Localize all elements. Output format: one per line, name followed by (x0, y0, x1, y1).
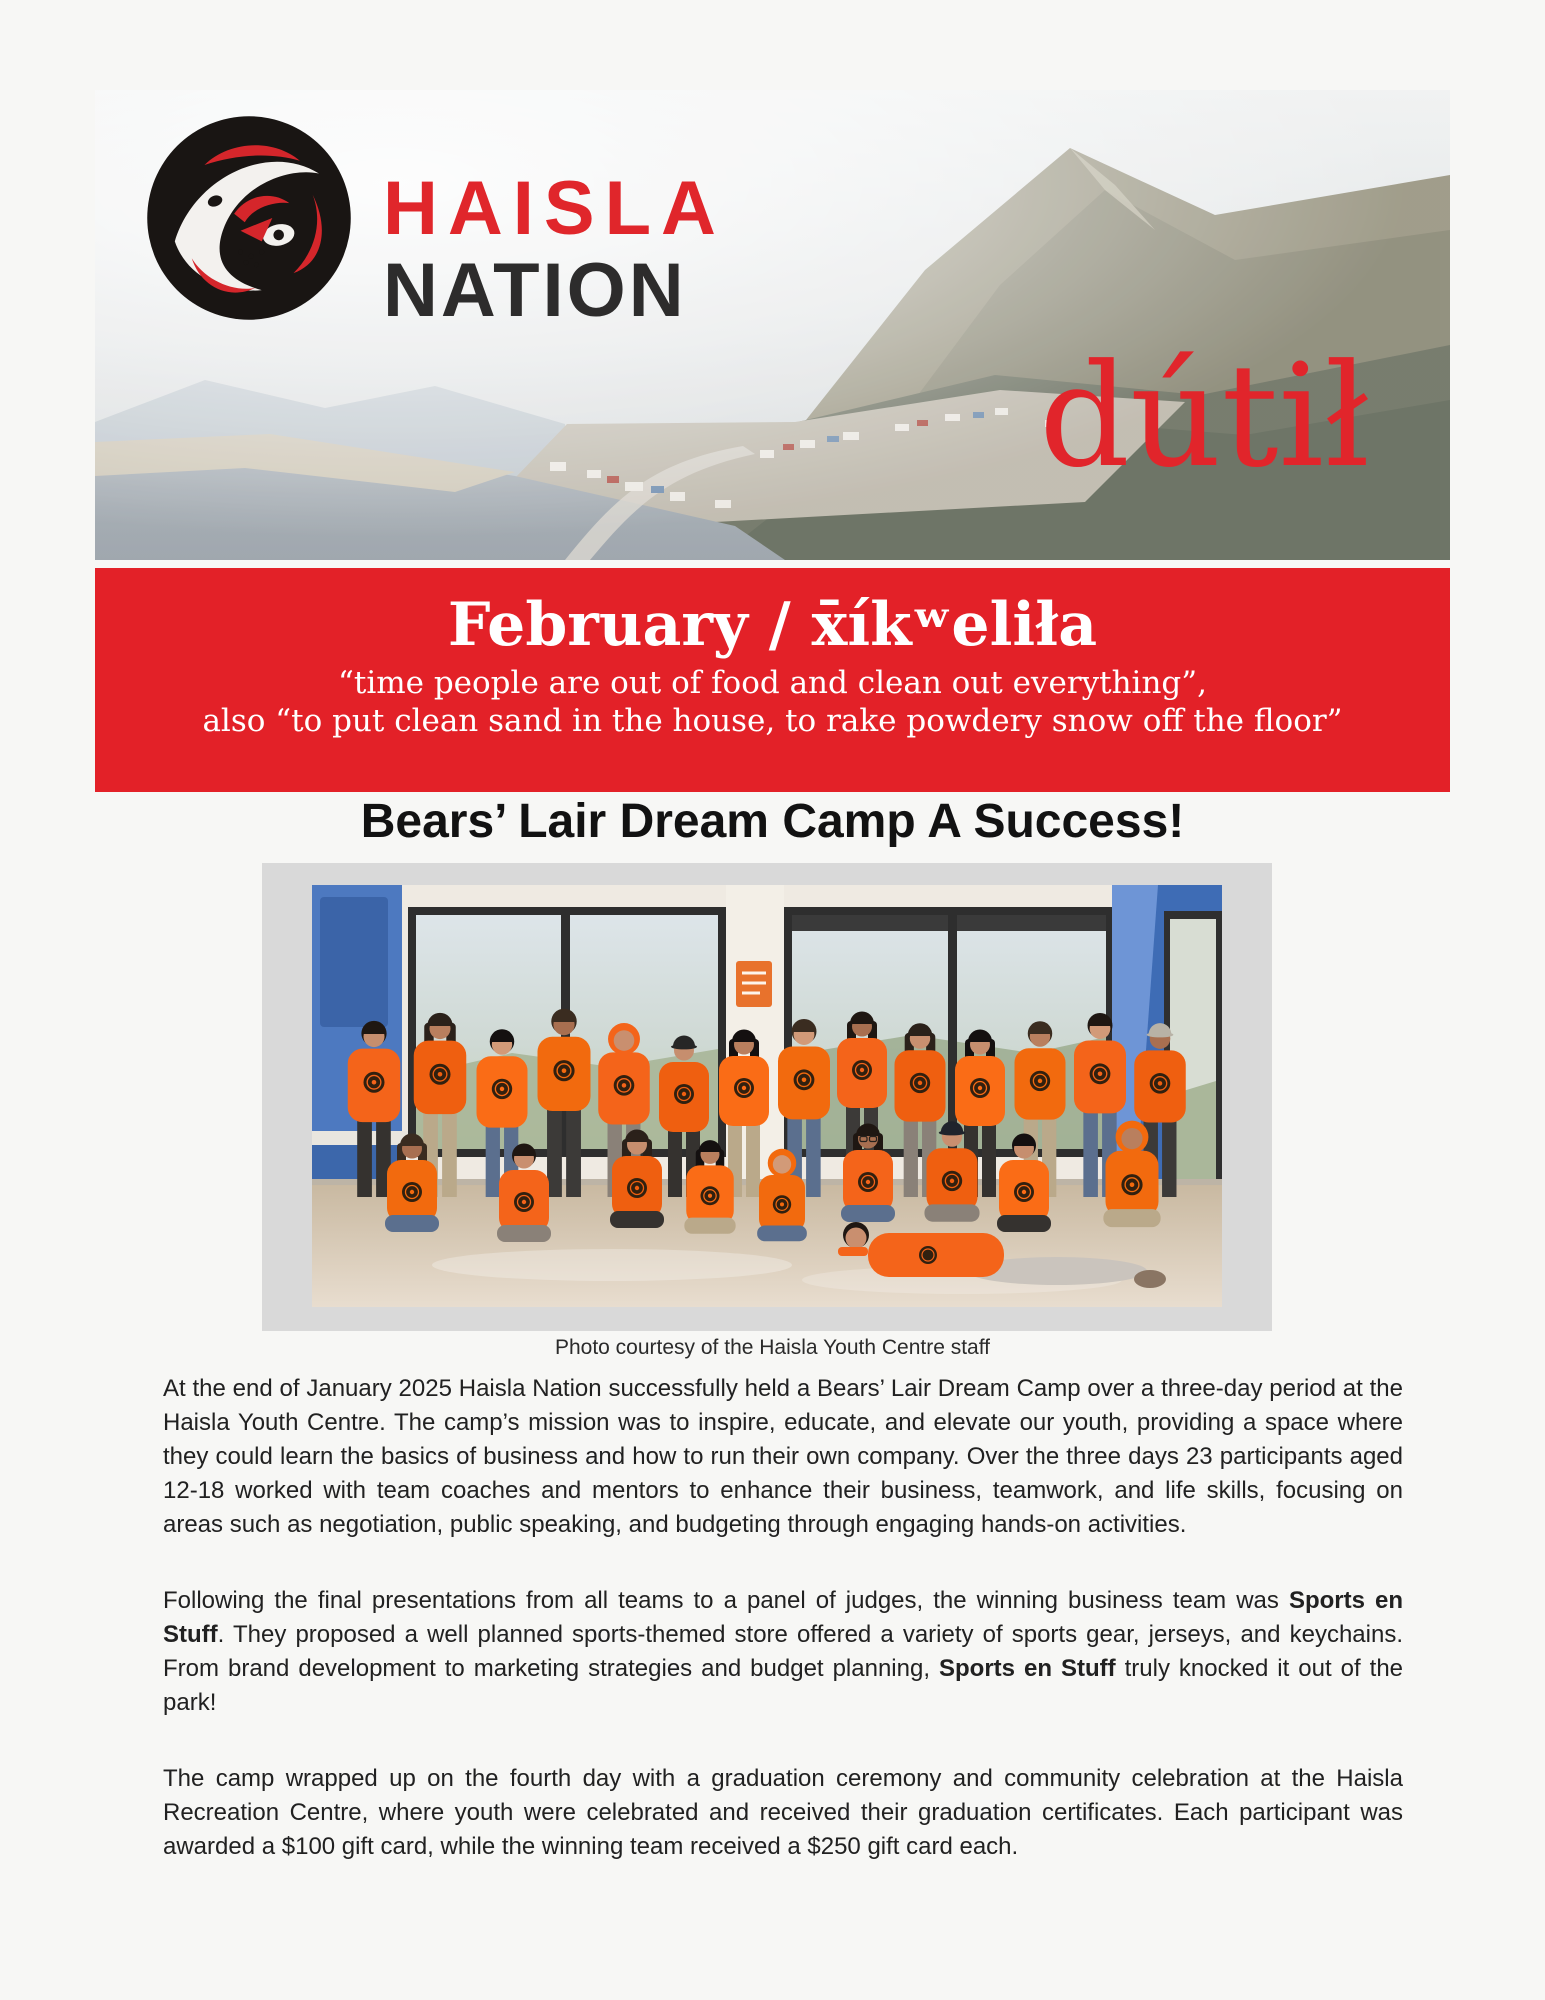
paragraph-3: The camp wrapped up on the fourth day with a graduation ceremony and community celebration at the Haisla Recreation Centre, where youth were celebrated and received their graduation certificates. Each participant was awarded a $100 gift card, while the winning team received a $250 gift card each. (163, 1765, 1403, 1860)
haisla-formline-crest-icon (143, 112, 355, 324)
p2-text: truly knocked it out of the park! (163, 1655, 1404, 1716)
article-headline: Bears’ Lair Dream Camp A Success! (360, 795, 1185, 848)
group-photo (312, 885, 1222, 1307)
article-body (163, 1372, 1403, 1906)
logo-word-haisla: HAISLA (383, 166, 726, 251)
paragraph-2 (163, 1584, 1403, 1720)
month-title: February / x̄íkʷeliła (447, 590, 1098, 660)
month-banner (95, 568, 1450, 792)
winning-team-name: Sports en Stuff (163, 1587, 1403, 1648)
month-quote-line1: “time people are out of food and clean out everything”, (338, 665, 1207, 701)
logo-word-nation: NATION (383, 248, 687, 333)
header-hero (95, 90, 1450, 560)
p2-text: . They proposed a well planned sports-themed store offered a variety of sports gear, jerseys, and keychains. From brand development to marketing strategies and budget planning, (163, 1621, 1403, 1682)
dutil-wordmark: dútił (1039, 334, 1370, 499)
haisla-nation-logo (143, 112, 726, 332)
photo-caption: Photo courtesy of the Haisla Youth Centre staff (554, 1336, 991, 1359)
winning-team-name: Sports en Stuff (938, 1655, 1116, 1682)
month-quote-line2: also “to put clean sand in the house, to rake powdery snow off the floor” (202, 703, 1343, 739)
paragraph-1: At the end of January 2025 Haisla Nation successfully held a Bears’ Lair Dream Camp over a three-day period at the Haisla Youth Centre. The camp’s mission was to inspire, educate, and elevate our youth, providing a space where they could learn the basics of business and how to run their own company. Over the three days 23 participants aged 12-18 worked with team coaches and mentors to enhance their business, teamwork, and life skills, focusing on areas such as negotiation, public speaking, and budgeting through engaging hands-on activities. (163, 1375, 1403, 1538)
photo-frame (262, 863, 1272, 1331)
p2-text: Following the final presentations from all teams to a panel of judges, the winning business team was (163, 1587, 1289, 1614)
